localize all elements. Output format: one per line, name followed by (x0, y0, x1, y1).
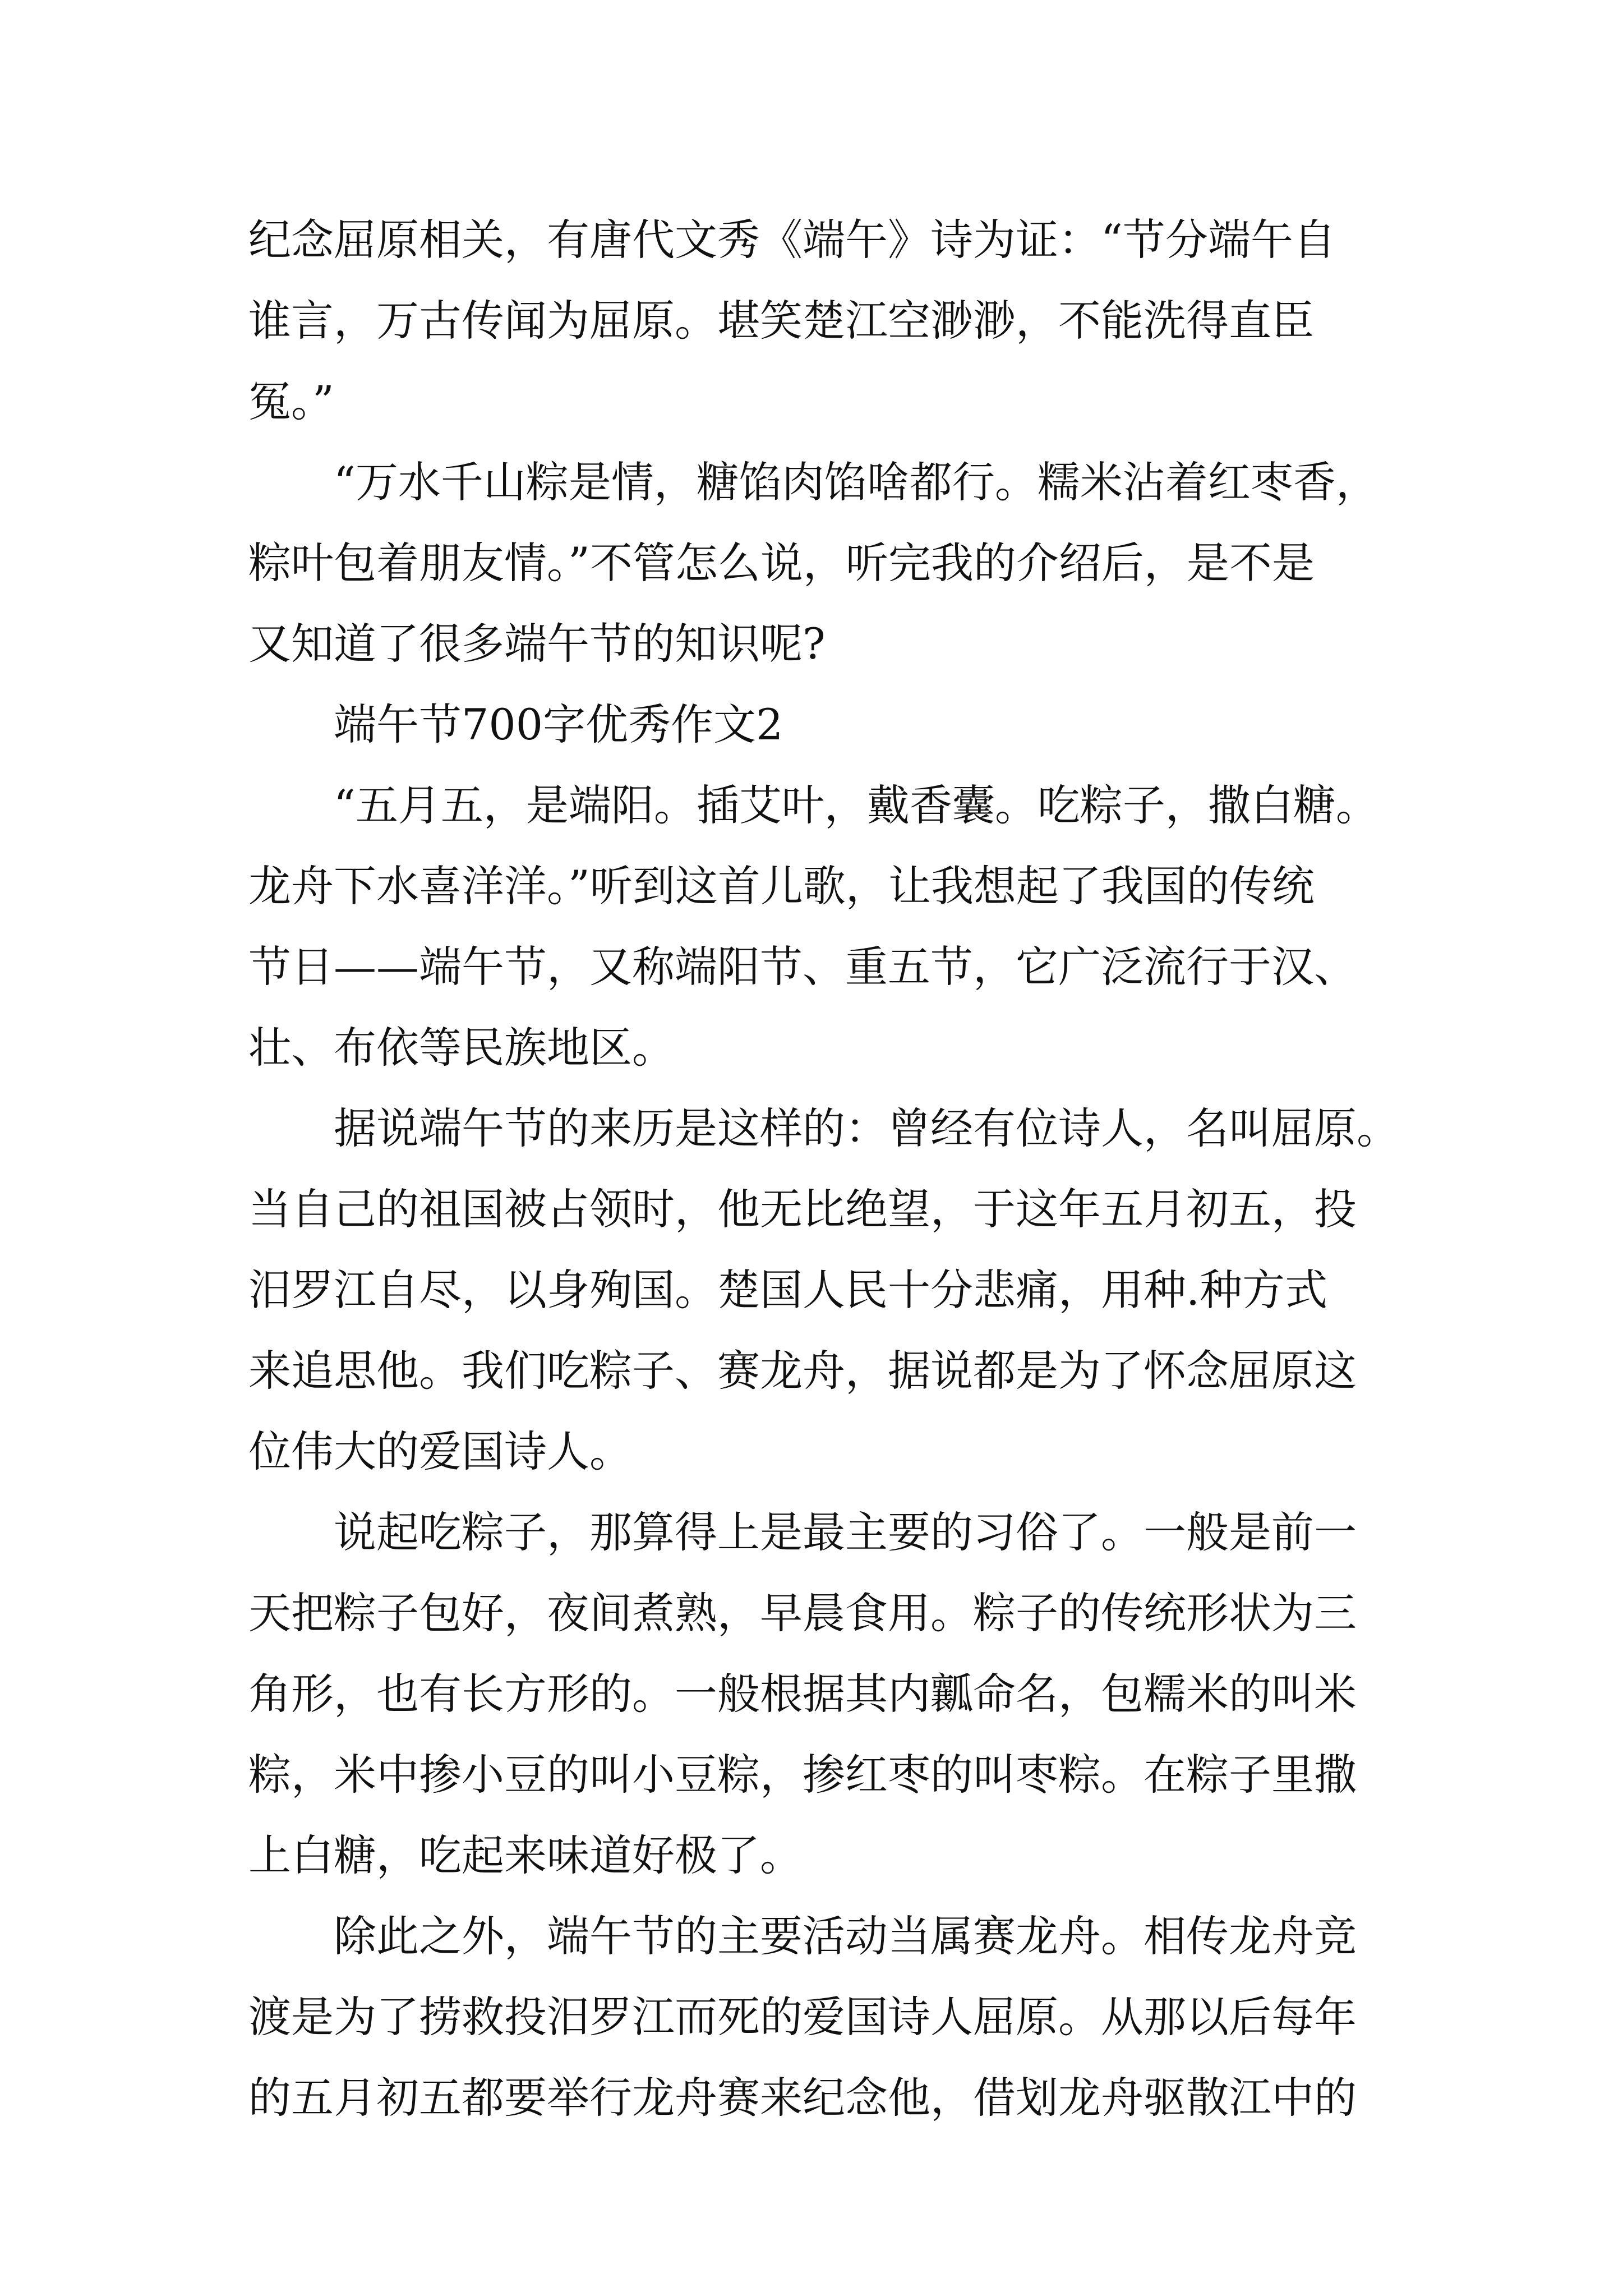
paragraph-line: 粽叶包着朋友情。”不管怎么说，听完我的介绍后，是不是 (248, 538, 1315, 588)
paragraph-line: 粽，米中掺小豆的叫小豆粽，掺红枣的叫枣粽。在粽子里撒 (248, 1750, 1357, 1800)
paragraph-line: 的五月初五都要举行龙舟赛来纪念他，借划龙舟驱散江中的 (248, 2073, 1357, 2123)
paragraph-line: 来追思他。我们吃粽子、赛龙舟，据说都是为了怀念屈原这 (248, 1346, 1357, 1396)
paragraph-line: 又知道了很多端午节的知识呢? (248, 619, 826, 669)
paragraph-line: 冤。” (248, 376, 334, 426)
paragraph-line: 纪念屈原相关，有唐代文秀《端午》诗为证：“节分端午自 (248, 215, 1336, 265)
paragraph-line: 除此之外，端午节的主要活动当属赛龙舟。相传龙舟竞 (334, 1911, 1357, 1961)
paragraph-line: 汨罗江自尽，以身殉国。楚国人民十分悲痛，用种.种方式 (248, 1265, 1328, 1315)
paragraph-line: 据说端午节的来历是这样的：曾经有位诗人，名叫屈原。 (334, 1103, 1399, 1153)
paragraph-line: 天把粽子包好，夜间煮熟，早晨食用。粽子的传统形状为三 (248, 1588, 1357, 1638)
section-title: 端午节700字优秀作文2 (334, 700, 783, 749)
paragraph-line: 谁言，万古传闻为屈原。堪笑楚江空渺渺，不能洗得直臣 (248, 296, 1314, 346)
paragraph-line: 角形，也有长方形的。一般根据其内瓤命名，包糯米的叫米 (248, 1669, 1357, 1719)
paragraph-line: 节日——端午节，又称端阳节、重五节，它广泛流行于汉、 (248, 942, 1357, 992)
paragraph-line: 渡是为了捞救投汨罗江而死的爱国诗人屈原。从那以后每年 (248, 1992, 1357, 2042)
paragraph-line: 壮、布依等民族地区。 (248, 1023, 675, 1073)
paragraph-line: 龙舟下水喜洋洋。”听到这首儿歌，让我想起了我国的传统 (248, 861, 1315, 911)
paragraph-line: “五月五，是端阳。插艾叶，戴香囊。吃粽子，撒白糖。 (334, 780, 1378, 830)
paragraph-line: 当自己的祖国被占领时，他无比绝望，于这年五月初五，投 (248, 1184, 1357, 1234)
paragraph-line: 位伟大的爱国诗人。 (248, 1427, 632, 1476)
paragraph-line: 说起吃粽子，那算得上是最主要的习俗了。一般是前一 (334, 1507, 1357, 1557)
paragraph-line: 上白糖，吃起来味道好极了。 (248, 1830, 803, 1880)
paragraph-line: “万水千山粽是情，糖馅肉馅啥都行。糯米沾着红枣香， (334, 457, 1378, 507)
